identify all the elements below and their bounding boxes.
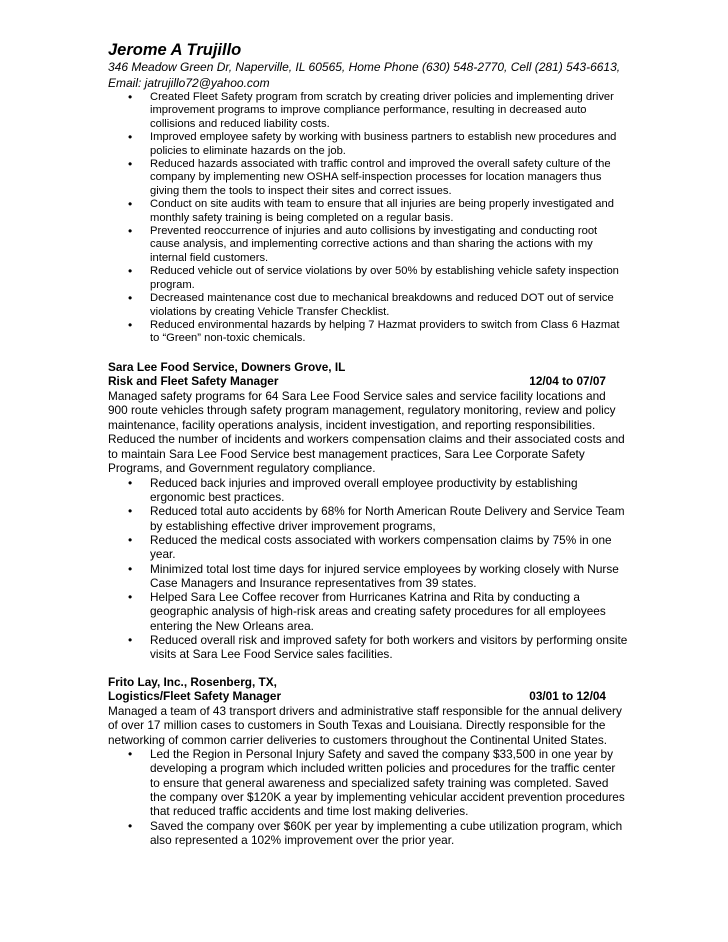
job-frito-lay bbox=[108, 675, 628, 848]
job-title: Logistics/Fleet Safety Manager bbox=[108, 689, 282, 704]
job-bullet-list bbox=[108, 476, 628, 662]
job-title-row bbox=[108, 374, 628, 389]
summary-bullet: • Decreased maintenance cost due to mechanical breakdowns and reduced DOT out of service violations by creating Vehicle Transfer Checklist. bbox=[108, 292, 628, 319]
job-sara-lee bbox=[108, 360, 628, 662]
job-dates: 03/01 to 12/04 bbox=[529, 689, 606, 704]
job-description: Managed safety programs for 64 Sara Lee Food Service sales and service facility locations and 900 route vehicles through safety program management, regulatory monitoring, review and policy maintenance, facility operations analysis, incident investigation, and reporting responsibilities. Reduced the number of incidents and workers compensation claims and their associated costs and to maintain Sara Lee Food Service best management practices, Sara Lee Corporate Safety Programs, and Government regulatory compliance. bbox=[108, 388, 625, 476]
job-title: Risk and Fleet Safety Manager bbox=[108, 374, 279, 389]
job-bullet: • Saved the company over $60K per year by implementing a cube utilization program, which also represented a 102% improvement over the prior year. bbox=[108, 819, 628, 848]
section-spacer bbox=[108, 662, 628, 675]
job-title-row bbox=[108, 689, 628, 704]
contact-address-phone: 346 Meadow Green Dr, Naperville, IL 60565, Home Phone (630) 548-2770, Cell (281) 543-6613, bbox=[108, 60, 621, 74]
summary-bullet-list bbox=[108, 91, 628, 346]
candidate-name: Jerome A Trujillo bbox=[108, 41, 242, 59]
job-bullet: • Reduced back injuries and improved overall employee productivity by establishing ergonomic best practices. bbox=[108, 476, 628, 505]
job-company: Sara Lee Food Service, Downers Grove, IL bbox=[108, 359, 346, 374]
job-description: Managed a team of 43 transport drivers and administrative staff responsible for the annual delivery of over 17 million cases to customers in South Texas and Louisiana. Directly responsible for the networking of common carrier deliveries to customers throughout the Continental United States. bbox=[108, 703, 622, 747]
job-bullet: • Minimized total lost time days for injured service employees by working closely with Nurse Case Managers and Insurance representatives from 39 states. bbox=[108, 562, 628, 591]
summary-bullet: • Created Fleet Safety program from scratch by creating driver policies and implementing driver improvement programs to improve compliance performance, resulting in decreased auto collisions and reduced liability costs. bbox=[108, 91, 628, 131]
job-bullet: • Reduced overall risk and improved safety for both workers and visitors by performing onsite visits at Sara Lee Food Service sales facilities. bbox=[108, 633, 628, 662]
summary-bullet: • Improved employee safety by working with business partners to establish new procedures and policies to eliminate hazards on the job. bbox=[108, 131, 628, 158]
section-spacer bbox=[108, 346, 628, 360]
job-bullet: • Reduced the medical costs associated with workers compensation claims by 75% in one year. bbox=[108, 533, 628, 562]
summary-bullet: • Reduced environmental hazards by helping 7 Hazmat providers to switch from Class 6 Hazmat to “Green” non-toxic chemicals. bbox=[108, 319, 628, 346]
summary-bullet: • Conduct on site audits with team to ensure that all injuries are being properly investigated and monthly safety training is being completed on a regular basis. bbox=[108, 198, 628, 225]
job-company: Frito Lay, Inc., Rosenberg, TX, bbox=[108, 674, 277, 689]
job-dates: 12/04 to 07/07 bbox=[529, 374, 606, 389]
job-bullet: • Reduced total auto accidents by 68% for North American Route Delivery and Service Team by establishing effective driver improvement programs, bbox=[108, 504, 628, 533]
job-bullet: • Led the Region in Personal Injury Safety and saved the company $33,500 in one year by developing a program which included written policies and procedures for the traffic center to ensure that general awareness and specialized safety training was completed. Saved the company over $120K a year by implementing vehicular accident prevention procedures that reduced traffic accidents and time lost making deliveries. bbox=[108, 747, 628, 818]
summary-bullet: • Prevented reoccurrence of injuries and auto collisions by investigating and conducting root cause analysis, and implementing corrective actions and than sharing the actions with my internal field customers. bbox=[108, 225, 628, 265]
contact-email: Email: jatrujillo72@yahoo.com bbox=[108, 75, 270, 90]
job-bullet-list bbox=[108, 747, 628, 847]
job-bullet: • Helped Sara Lee Coffee recover from Hurricanes Katrina and Rita by conducting a geographic analysis of high-risk areas and creating safety procedures for all employees entering the New Orleans area. bbox=[108, 590, 628, 633]
summary-bullet: • Reduced hazards associated with traffic control and improved the overall safety culture of the company by implementing new OSHA self-inspection processes for location managers thus giving them the tools to inspect their sites and correct issues. bbox=[108, 158, 628, 198]
summary-bullet: • Reduced vehicle out of service violations by over 50% by establishing vehicle safety inspection program. bbox=[108, 265, 628, 292]
